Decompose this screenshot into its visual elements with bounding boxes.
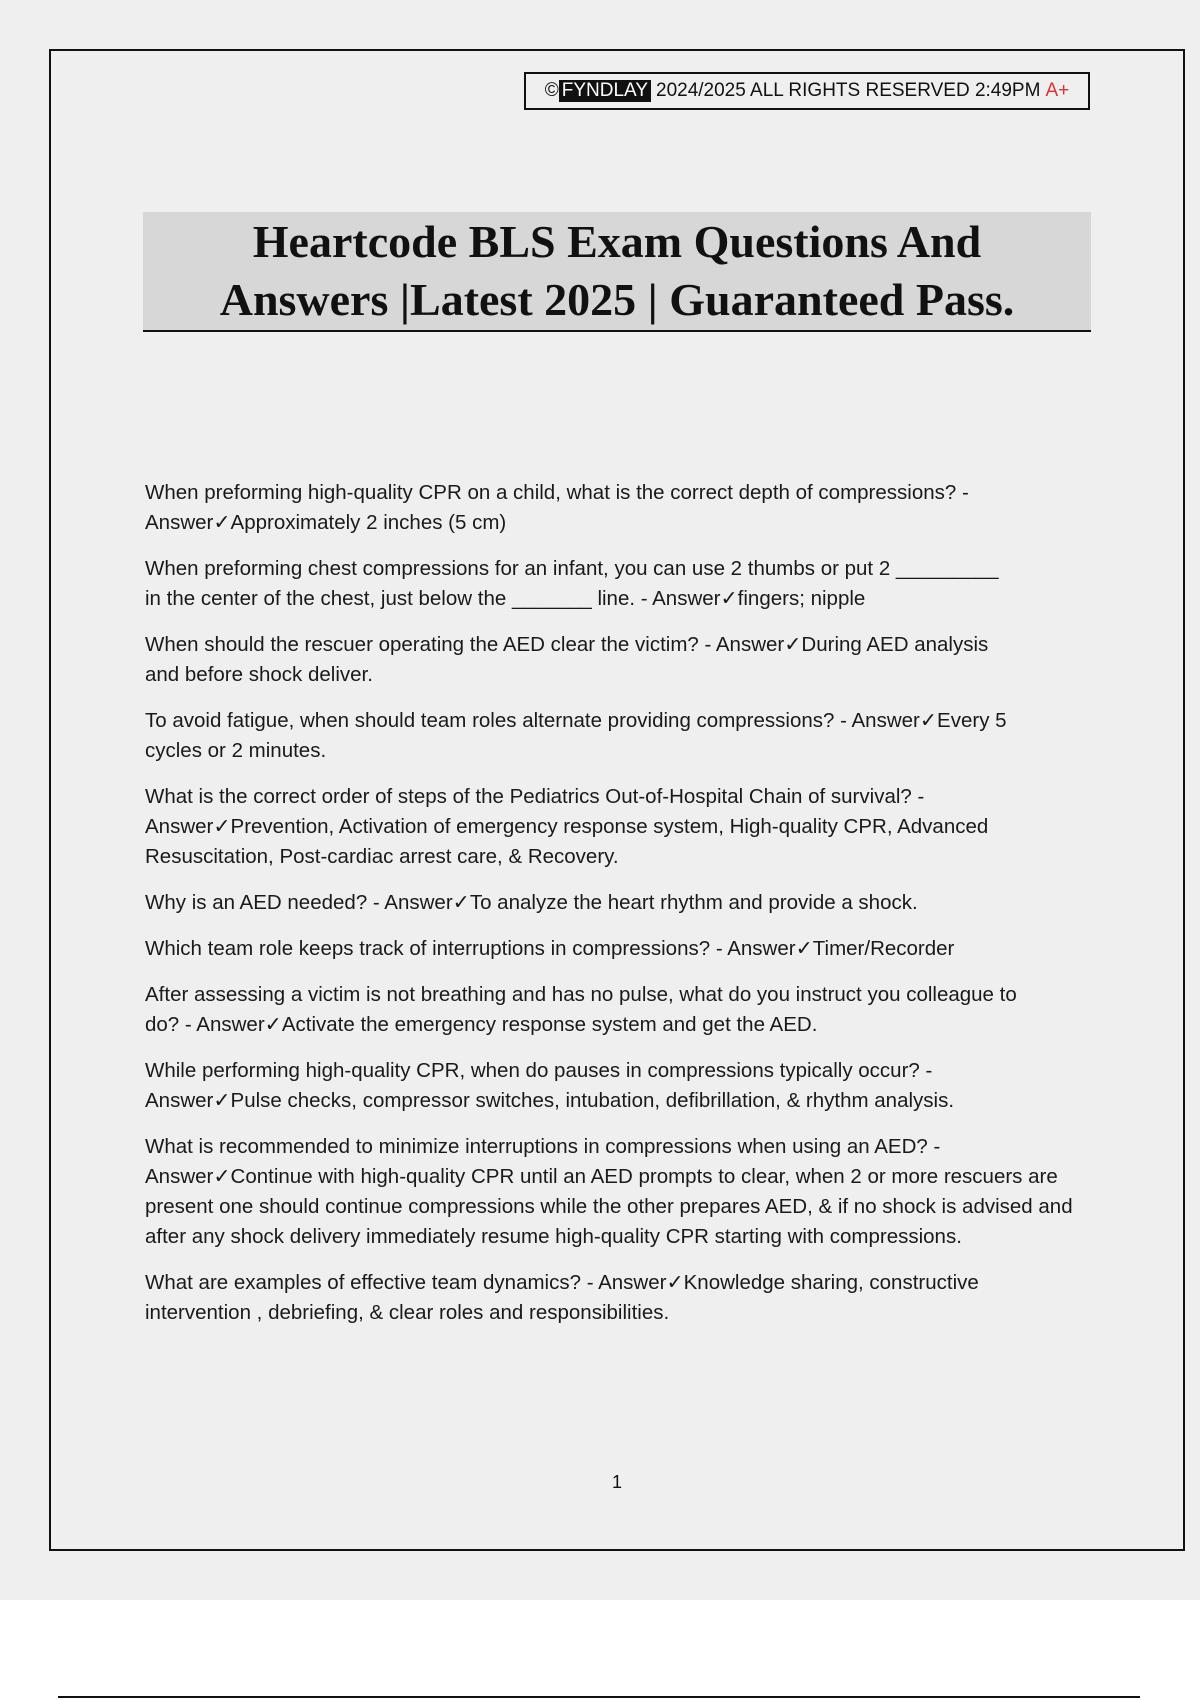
question-text: What is the correct order of steps of the Pediatrics Out-of-Hospital Chain of survival? - xyxy=(145,785,925,808)
qa-list xyxy=(145,478,1095,1344)
answer-text: in the center of the chest, just below the _______ line. - Answer✓fingers; nipple xyxy=(145,587,866,610)
answer-text: Answer✓Continue with high-quality CPR until an AED prompts to clear, when 2 or more rescuers are present one should continue compressions while the other prepares AED, & if no shock is advised and after any shock delivery immediately resume high-quality CPR starting with compressions. xyxy=(145,1165,1073,1248)
question-text: What is recommended to minimize interruptions in compressions when using an AED? - xyxy=(145,1135,941,1158)
answer-text: Answer✓Prevention, Activation of emergency response system, High-quality CPR, Advanced Resuscitation, Post-cardiac arrest care, & Recovery. xyxy=(145,815,989,868)
brand-name: FYNDLAY xyxy=(559,80,651,102)
question-text: When should the rescuer operating the AED clear the victim? - Answer✓During AED analysis xyxy=(145,633,989,656)
page-number: 1 xyxy=(611,1472,622,1492)
qa-item xyxy=(145,630,1095,690)
title-line-1: Heartcode BLS Exam Questions And xyxy=(252,216,982,267)
answer-text: cycles or 2 minutes. xyxy=(145,739,327,762)
question-text: When preforming high-quality CPR on a child, what is the correct depth of compressions? - xyxy=(145,481,969,504)
question-text: After assessing a victim is not breathing and has no pulse, what do you instruct you colleague to xyxy=(145,983,1017,1006)
qa-item xyxy=(145,478,1095,538)
qa-item xyxy=(145,1268,1095,1328)
qa-item xyxy=(145,1056,1095,1116)
question-text: Why is an AED needed? - Answer✓To analyze the heart rhythm and provide a shock. xyxy=(145,891,918,914)
qa-item xyxy=(145,554,1095,614)
copyright-symbol: © xyxy=(544,80,559,101)
question-text: When preforming chest compressions for an infant, you can use 2 thumbs or put 2 _________ xyxy=(145,557,999,580)
qa-item xyxy=(145,1132,1095,1252)
question-text: To avoid fatigue, when should team roles alternate providing compressions? - Answer✓Every 5 xyxy=(145,709,1007,732)
grade-badge: A+ xyxy=(1045,80,1070,101)
answer-text: and before shock deliver. xyxy=(145,663,373,686)
qa-item xyxy=(145,980,1095,1040)
answer-text: do? - Answer✓Activate the emergency response system and get the AED. xyxy=(145,1013,818,1036)
qa-item xyxy=(145,934,1095,964)
answer-text: Answer✓Pulse checks, compressor switches, intubation, defibrillation, & rhythm analysis. xyxy=(145,1089,955,1112)
title-line-2: Answers |Latest 2025 | Guaranteed Pass. xyxy=(219,274,1015,325)
question-text: Which team role keeps track of interruptions in compressions? - Answer✓Timer/Recorder xyxy=(145,937,955,960)
answer-text: Answer✓Approximately 2 inches (5 cm) xyxy=(145,511,507,534)
next-page-divider xyxy=(58,1696,1140,1698)
copyright-header xyxy=(524,72,1090,110)
answer-text: intervention , debriefing, & clear roles and responsibilities. xyxy=(145,1301,670,1324)
qa-item xyxy=(145,782,1095,872)
header-text: 2024/2025 ALL RIGHTS RESERVED 2:49PM xyxy=(656,80,1041,101)
question-text: What are examples of effective team dynamics? - Answer✓Knowledge sharing, constructive xyxy=(145,1271,979,1294)
page-title xyxy=(220,213,1015,329)
title-block xyxy=(143,212,1091,332)
question-text: While performing high-quality CPR, when do pauses in compressions typically occur? - xyxy=(145,1059,933,1082)
qa-item xyxy=(145,888,1095,918)
qa-item xyxy=(145,706,1095,766)
